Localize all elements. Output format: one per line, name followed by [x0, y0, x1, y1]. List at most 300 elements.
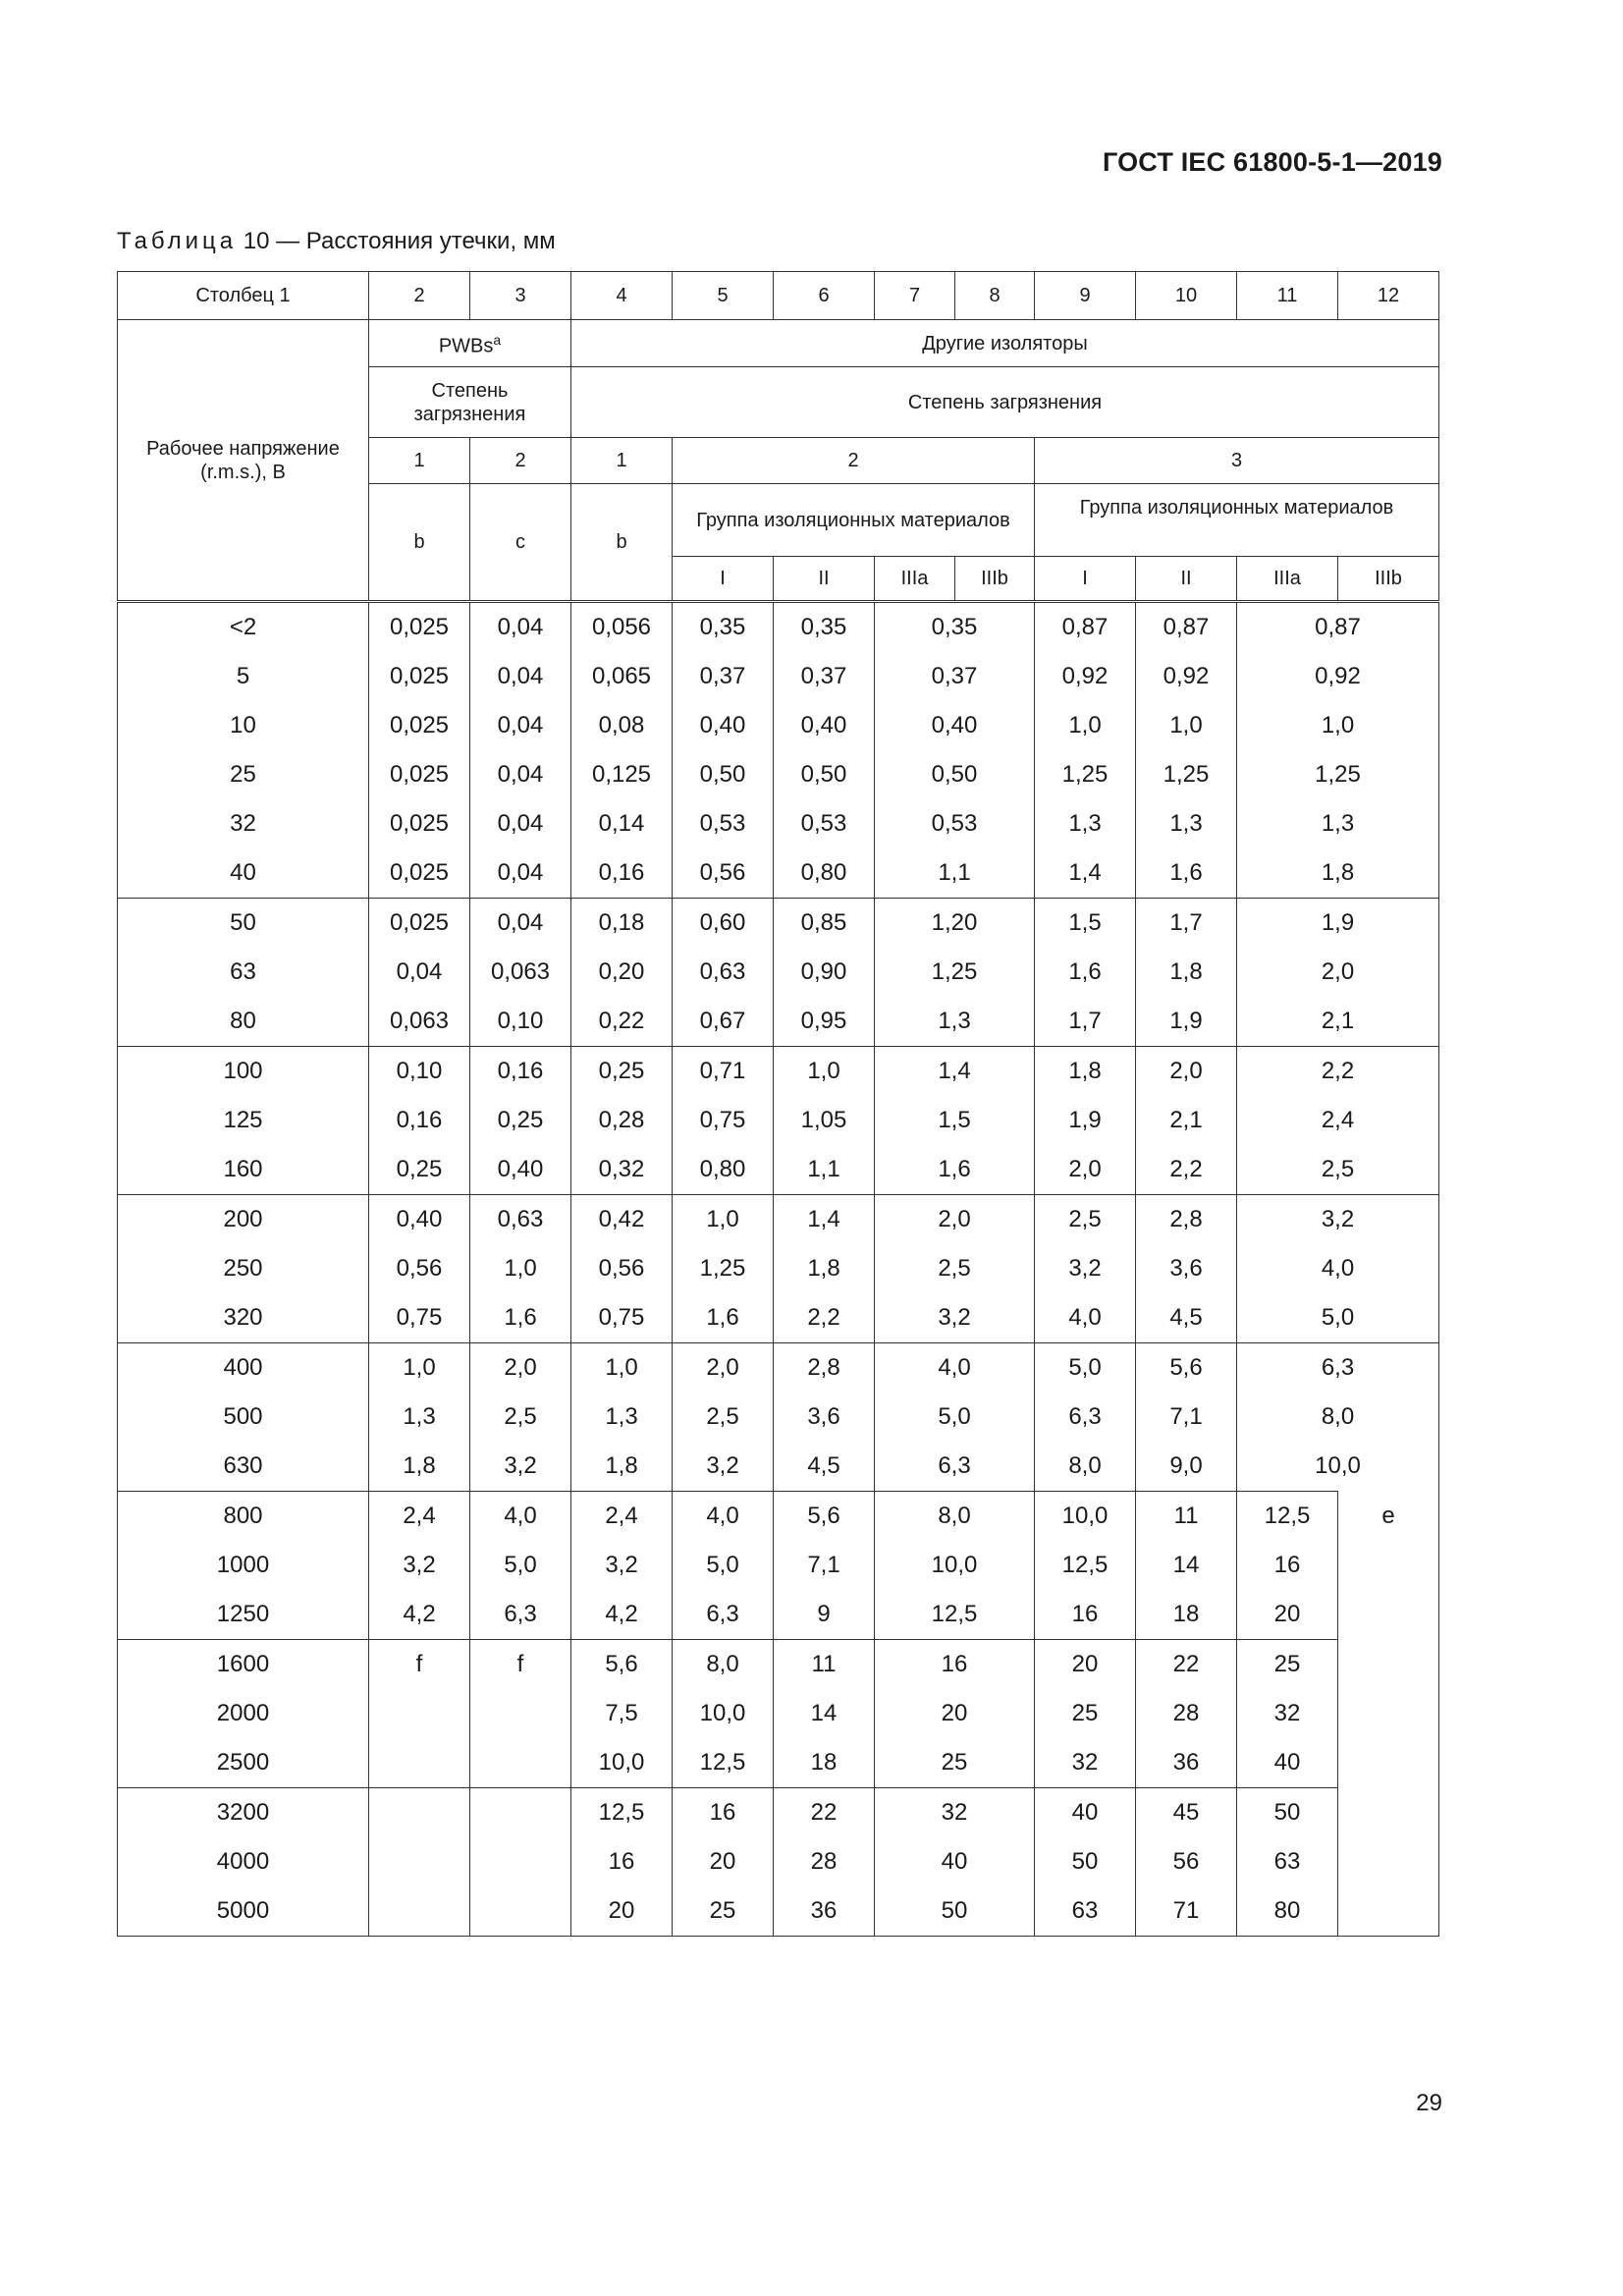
table-cell: 2,8: [774, 1343, 875, 1394]
table-cell: 1,8: [369, 1442, 470, 1492]
table-cell: 14: [774, 1689, 875, 1738]
table-cell: 1,8: [571, 1442, 673, 1492]
table-cell: 1,7: [1136, 899, 1237, 949]
column-number: 11: [1237, 272, 1338, 320]
material-group-header: Группа изоляционных материалов: [673, 484, 1035, 557]
table-cell-merged: 12,5: [875, 1590, 1035, 1640]
table-cell: f: [470, 1640, 571, 1690]
table-cell: 2,4: [369, 1492, 470, 1542]
table-cell-merged: 32: [875, 1788, 1035, 1838]
voltage-cell: 80: [118, 997, 369, 1047]
table-cell: [369, 1886, 470, 1937]
table-cell-merged: 10,0: [1237, 1442, 1439, 1492]
voltage-cell: 1000: [118, 1541, 369, 1590]
table-cell: 20: [673, 1837, 774, 1886]
material-group: I: [1035, 557, 1136, 602]
table-cell-merged: 3,2: [1237, 1195, 1439, 1245]
table-row: [118, 1886, 1439, 1937]
table-cell: 1,6: [1035, 948, 1136, 997]
table-cell: 2,5: [470, 1393, 571, 1442]
table-cell: 2,0: [470, 1343, 571, 1394]
table-cell: 10,0: [673, 1689, 774, 1738]
table-cell-merged: 1,25: [1237, 750, 1439, 799]
table-cell: 7,1: [774, 1541, 875, 1590]
page-number: 29: [1416, 2090, 1442, 2116]
table-cell: 0,025: [369, 848, 470, 899]
table-cell: 80: [1237, 1886, 1338, 1937]
table-cell-merged: 2,4: [1237, 1096, 1439, 1145]
column-number: Столбец 1: [118, 272, 369, 320]
table-cell: 1,25: [1035, 750, 1136, 799]
material-group-header: Группа изоляционных материалов: [1035, 484, 1439, 557]
table-cell: 16: [673, 1788, 774, 1838]
other-insulators-header: Другие изоляторы: [571, 320, 1439, 367]
voltage-cell: 5000: [118, 1886, 369, 1937]
table-row: [118, 750, 1439, 799]
table-cell-merged: 0,87: [1237, 602, 1439, 653]
column-number: 5: [673, 272, 774, 320]
table-cell: 28: [774, 1837, 875, 1886]
table-cell: 8,0: [673, 1640, 774, 1690]
table-cell: 6,3: [1035, 1393, 1136, 1442]
table-cell: 1,0: [673, 1195, 774, 1245]
table-cell: 14: [1136, 1541, 1237, 1590]
table-cell: 5,0: [1035, 1343, 1136, 1394]
voltage-cell: 10: [118, 701, 369, 750]
pollution-level: 1: [369, 438, 470, 484]
table-cell: [470, 1837, 571, 1886]
table-cell: 0,95: [774, 997, 875, 1047]
table-cell: 0,87: [1136, 602, 1237, 653]
table-cell: 0,32: [571, 1145, 673, 1195]
voltage-cell: 1600: [118, 1640, 369, 1690]
table-cell: 12,5: [571, 1788, 673, 1838]
table-cell: 1,8: [1136, 948, 1237, 997]
column-number: 3: [470, 272, 571, 320]
table-cell: 63: [1237, 1837, 1338, 1886]
table-cell: [470, 1886, 571, 1937]
table-cell: [369, 1788, 470, 1838]
table-cell: 0,40: [774, 701, 875, 750]
table-cell: 12,5: [1237, 1492, 1338, 1542]
table-cell: 1,8: [1035, 1047, 1136, 1097]
voltage-cell: 2000: [118, 1689, 369, 1738]
table-cell-merged: 0,40: [875, 701, 1035, 750]
table-cell: 3,6: [1136, 1244, 1237, 1293]
table-cell: f: [369, 1640, 470, 1690]
table-cell: 0,56: [673, 848, 774, 899]
pwbs-header: [369, 320, 571, 367]
table-cell: 0,50: [774, 750, 875, 799]
column-number-row: [118, 272, 1439, 320]
table-cell-merged: 0,35: [875, 602, 1035, 653]
table-row: [118, 701, 1439, 750]
table-cell: 2,2: [1136, 1145, 1237, 1195]
table-cell: 1,6: [1136, 848, 1237, 899]
column-number: 4: [571, 272, 673, 320]
table-cell: 32: [1035, 1738, 1136, 1788]
table-row: [118, 948, 1439, 997]
footnote-ref: b: [369, 484, 470, 602]
table-cell: 0,75: [571, 1293, 673, 1343]
table-row: [118, 1293, 1439, 1343]
table-cell: 0,14: [571, 799, 673, 848]
table-cell: 1,25: [673, 1244, 774, 1293]
table-row: [118, 1195, 1439, 1245]
table-cell-merged: 8,0: [1237, 1393, 1439, 1442]
table-row: [118, 1343, 1439, 1394]
table-cell: 0,04: [470, 750, 571, 799]
table-cell: 0,50: [673, 750, 774, 799]
table-cell: 1,1: [774, 1145, 875, 1195]
table-cell: 1,0: [1035, 701, 1136, 750]
table-cell: 0,92: [1136, 652, 1237, 701]
table-cell: 0,056: [571, 602, 673, 653]
table-cell: 0,75: [369, 1293, 470, 1343]
voltage-cell: 400: [118, 1343, 369, 1394]
table-row: [118, 1096, 1439, 1145]
voltage-cell: 25: [118, 750, 369, 799]
table-cell: 0,25: [571, 1047, 673, 1097]
table-cell-merged: 1,1: [875, 848, 1035, 899]
table-cell: 1,3: [1136, 799, 1237, 848]
table-row: [118, 1442, 1439, 1492]
table-cell: 0,35: [673, 602, 774, 653]
table-cell: 45: [1136, 1788, 1237, 1838]
table-cell: 2,0: [1136, 1047, 1237, 1097]
table-cell-merged: 10,0: [875, 1541, 1035, 1590]
table-cell: 0,80: [774, 848, 875, 899]
table-cell: 1,4: [1035, 848, 1136, 899]
table-cell: 3,2: [470, 1442, 571, 1492]
voltage-cell: 2500: [118, 1738, 369, 1788]
table-cell-merged: 2,5: [1237, 1145, 1439, 1195]
table-cell: 0,10: [369, 1047, 470, 1097]
table-cell: 3,2: [673, 1442, 774, 1492]
table-cell: 0,04: [470, 899, 571, 949]
column-number: 9: [1035, 272, 1136, 320]
column-number: 10: [1136, 272, 1237, 320]
table-cell-merged: 5,0: [1237, 1293, 1439, 1343]
table-header: [118, 272, 1439, 602]
table-row: [118, 1047, 1439, 1097]
table-row: [118, 997, 1439, 1047]
table-cell: 50: [1035, 1837, 1136, 1886]
table-cell-merged: 8,0: [875, 1492, 1035, 1542]
table-cell: 4,2: [369, 1590, 470, 1640]
table-row: [118, 1689, 1439, 1738]
table-cell-merged: 40: [875, 1837, 1035, 1886]
table-cell: 36: [1136, 1738, 1237, 1788]
table-cell: 1,6: [470, 1293, 571, 1343]
table-row: [118, 1145, 1439, 1195]
footnote-ref-e: e: [1338, 1492, 1439, 1937]
voltage-cell: 200: [118, 1195, 369, 1245]
table-cell: 0,85: [774, 899, 875, 949]
table-cell: 71: [1136, 1886, 1237, 1937]
table-cell: 0,16: [571, 848, 673, 899]
table-row: [118, 652, 1439, 701]
document-code: ГОСТ IEC 61800-5-1—2019: [1102, 147, 1442, 177]
voltage-cell: 5: [118, 652, 369, 701]
table-cell-merged: 2,0: [875, 1195, 1035, 1245]
table-cell: 9,0: [1136, 1442, 1237, 1492]
table-caption-label: Таблица: [117, 228, 238, 254]
table-cell: 1,0: [369, 1343, 470, 1394]
table-cell: 1,7: [1035, 997, 1136, 1047]
table-cell: 4,0: [1035, 1293, 1136, 1343]
table-cell: 22: [1136, 1640, 1237, 1690]
table-cell: 0,025: [369, 750, 470, 799]
table-cell: 32: [1237, 1689, 1338, 1738]
table-cell: 0,28: [571, 1096, 673, 1145]
voltage-cell: 100: [118, 1047, 369, 1097]
table-body: [118, 602, 1439, 1937]
table-cell-merged: 3,2: [875, 1293, 1035, 1343]
table-cell: 7,5: [571, 1689, 673, 1738]
table-caption: [117, 228, 556, 255]
table-cell-merged: 1,25: [875, 948, 1035, 997]
table-cell: 0,56: [571, 1244, 673, 1293]
column-number: 2: [369, 272, 470, 320]
table-cell: 0,22: [571, 997, 673, 1047]
table-cell: 0,60: [673, 899, 774, 949]
table-caption-text: 10 — Расстояния утечки, мм: [237, 228, 556, 254]
table-cell: [470, 1689, 571, 1738]
voltage-cell: 4000: [118, 1837, 369, 1886]
table-cell: 28: [1136, 1689, 1237, 1738]
table-cell-merged: 2,1: [1237, 997, 1439, 1047]
pollution-level: 2: [673, 438, 1035, 484]
table-cell: 3,6: [774, 1393, 875, 1442]
table-cell: 1,25: [1136, 750, 1237, 799]
table-cell-merged: 1,20: [875, 899, 1035, 949]
table-cell: 2,4: [571, 1492, 673, 1542]
table-cell: 0,80: [673, 1145, 774, 1195]
table-cell: 0,125: [571, 750, 673, 799]
table-cell: 0,75: [673, 1096, 774, 1145]
table-cell: 0,10: [470, 997, 571, 1047]
table-cell: 1,3: [1035, 799, 1136, 848]
table-cell: 0,025: [369, 701, 470, 750]
table-cell: 5,6: [1136, 1343, 1237, 1394]
table-cell-merged: 4,0: [875, 1343, 1035, 1394]
material-group: I: [673, 557, 774, 602]
table-cell: 0,53: [774, 799, 875, 848]
table-cell: 0,025: [369, 602, 470, 653]
table-cell: 1,0: [470, 1244, 571, 1293]
footnote-ref: b: [571, 484, 673, 602]
table-cell: 6,3: [470, 1590, 571, 1640]
creepage-distance-table: [117, 271, 1439, 1937]
table-cell-merged: 6,3: [1237, 1343, 1439, 1394]
table-cell: 0,25: [470, 1096, 571, 1145]
table-cell: 2,0: [673, 1343, 774, 1394]
table-cell: 9: [774, 1590, 875, 1640]
table-cell: 0,16: [470, 1047, 571, 1097]
table-cell: 0,18: [571, 899, 673, 949]
table-cell-merged: 1,6: [875, 1145, 1035, 1195]
table-cell-merged: 20: [875, 1689, 1035, 1738]
table-cell: 1,5: [1035, 899, 1136, 949]
table-cell: 0,67: [673, 997, 774, 1047]
table-cell: 0,04: [470, 848, 571, 899]
table-cell: 63: [1035, 1886, 1136, 1937]
table-cell-merged: 2,5: [875, 1244, 1035, 1293]
material-group: II: [774, 557, 875, 602]
table-row: [118, 1492, 1439, 1542]
table-cell: 3,2: [369, 1541, 470, 1590]
table-cell: 5,6: [571, 1640, 673, 1690]
voltage-cell: 50: [118, 899, 369, 949]
table-cell: 18: [774, 1738, 875, 1788]
table-cell-merged: 1,4: [875, 1047, 1035, 1097]
voltage-cell: 40: [118, 848, 369, 899]
table-cell-merged: 4,0: [1237, 1244, 1439, 1293]
table-cell: 0,065: [571, 652, 673, 701]
table-cell: 0,40: [470, 1145, 571, 1195]
table-cell: 12,5: [673, 1738, 774, 1788]
table-cell-merged: 1,3: [1237, 799, 1439, 848]
table-cell: 1,8: [774, 1244, 875, 1293]
table-cell: 3,2: [571, 1541, 673, 1590]
table-cell: 12,5: [1035, 1541, 1136, 1590]
table-row: [118, 1738, 1439, 1788]
table-cell: 0,35: [774, 602, 875, 653]
table-cell: 36: [774, 1886, 875, 1937]
column-number: 7: [875, 272, 955, 320]
table-cell: 5,0: [470, 1541, 571, 1590]
table-cell-merged: 6,3: [875, 1442, 1035, 1492]
voltage-cell: 500: [118, 1393, 369, 1442]
table-cell: 1,0: [571, 1343, 673, 1394]
table-row: [118, 1393, 1439, 1442]
table-cell: 2,5: [673, 1393, 774, 1442]
table-cell: 25: [1237, 1640, 1338, 1690]
voltage-cell: 3200: [118, 1788, 369, 1838]
table-cell: 2,5: [1035, 1195, 1136, 1245]
table-cell: 0,40: [673, 701, 774, 750]
table-cell: 18: [1136, 1590, 1237, 1640]
table-row: [118, 899, 1439, 949]
table-cell: 1,4: [774, 1195, 875, 1245]
table-cell: 1,0: [774, 1047, 875, 1097]
table-cell-merged: 25: [875, 1738, 1035, 1788]
table-cell-merged: 2,0: [1237, 948, 1439, 997]
material-group: IIIa: [875, 557, 955, 602]
table-cell: 20: [1035, 1640, 1136, 1690]
table-cell: 1,3: [571, 1393, 673, 1442]
table-cell: 1,0: [1136, 701, 1237, 750]
voltage-cell: 630: [118, 1442, 369, 1492]
table-cell: 0,16: [369, 1096, 470, 1145]
table-cell: 2,2: [774, 1293, 875, 1343]
table-cell: 0,87: [1035, 602, 1136, 653]
material-group: IIIb: [1338, 557, 1439, 602]
table-row: [118, 1640, 1439, 1690]
table-cell: 0,04: [470, 799, 571, 848]
table-cell: [470, 1788, 571, 1838]
voltage-cell: 160: [118, 1145, 369, 1195]
table-cell: 16: [1237, 1541, 1338, 1590]
material-group: IIIa: [1237, 557, 1338, 602]
table-cell-merged: 0,53: [875, 799, 1035, 848]
table-cell: 0,025: [369, 799, 470, 848]
table-row: [118, 1541, 1439, 1590]
table-cell: 16: [571, 1837, 673, 1886]
table-cell: 20: [1237, 1590, 1338, 1640]
table-row: [118, 848, 1439, 899]
table-cell: [369, 1738, 470, 1788]
table-cell-merged: 0,50: [875, 750, 1035, 799]
voltage-cell: <2: [118, 602, 369, 653]
footnote-a: a: [493, 332, 502, 349]
table-cell: 0,37: [774, 652, 875, 701]
voltage-cell: 800: [118, 1492, 369, 1542]
table-cell: 0,92: [1035, 652, 1136, 701]
table-cell: 11: [1136, 1492, 1237, 1542]
row-header-voltage: Рабочее напряжение (r.m.s.), В: [118, 320, 369, 602]
table-cell-merged: 50: [875, 1886, 1035, 1937]
table-cell: 4,2: [571, 1590, 673, 1640]
column-number: 8: [955, 272, 1035, 320]
table-cell: 0,63: [470, 1195, 571, 1245]
table-cell: 56: [1136, 1837, 1237, 1886]
column-number: 6: [774, 272, 875, 320]
table-cell: 0,42: [571, 1195, 673, 1245]
table-cell: 1,9: [1035, 1096, 1136, 1145]
table-cell: 0,25: [369, 1145, 470, 1195]
table-cell: 0,063: [369, 997, 470, 1047]
table-cell: 1,05: [774, 1096, 875, 1145]
table-cell: 0,37: [673, 652, 774, 701]
table-cell: 11: [774, 1640, 875, 1690]
table-cell: 40: [1035, 1788, 1136, 1838]
voltage-cell: 320: [118, 1293, 369, 1343]
table-cell: 22: [774, 1788, 875, 1838]
table-cell: 4,0: [673, 1492, 774, 1542]
table-cell-merged: 1,9: [1237, 899, 1439, 949]
voltage-cell: 250: [118, 1244, 369, 1293]
table-cell: [369, 1689, 470, 1738]
table-cell: 25: [1035, 1689, 1136, 1738]
table-cell: 0,04: [470, 602, 571, 653]
table-cell: 4,0: [470, 1492, 571, 1542]
table-cell-merged: 1,3: [875, 997, 1035, 1047]
table-cell: 6,3: [673, 1590, 774, 1640]
table-cell: 0,04: [470, 652, 571, 701]
table-cell: 10,0: [571, 1738, 673, 1788]
pwbs-label: PWBs: [438, 335, 494, 357]
voltage-cell: 32: [118, 799, 369, 848]
table-cell: 25: [673, 1886, 774, 1937]
footnote-ref: c: [470, 484, 571, 602]
table-cell: 0,025: [369, 899, 470, 949]
table-row: [118, 602, 1439, 653]
table-cell: 3,2: [1035, 1244, 1136, 1293]
table-row: [118, 1788, 1439, 1838]
table-cell: 0,04: [369, 948, 470, 997]
table-cell: 0,53: [673, 799, 774, 848]
table-cell: [369, 1837, 470, 1886]
table-cell: 50: [1237, 1788, 1338, 1838]
table-cell: 1,6: [673, 1293, 774, 1343]
table-cell: 2,8: [1136, 1195, 1237, 1245]
table-cell-merged: 16: [875, 1640, 1035, 1690]
table-cell: [470, 1738, 571, 1788]
table-cell: 4,5: [1136, 1293, 1237, 1343]
table-cell: 10,0: [1035, 1492, 1136, 1542]
